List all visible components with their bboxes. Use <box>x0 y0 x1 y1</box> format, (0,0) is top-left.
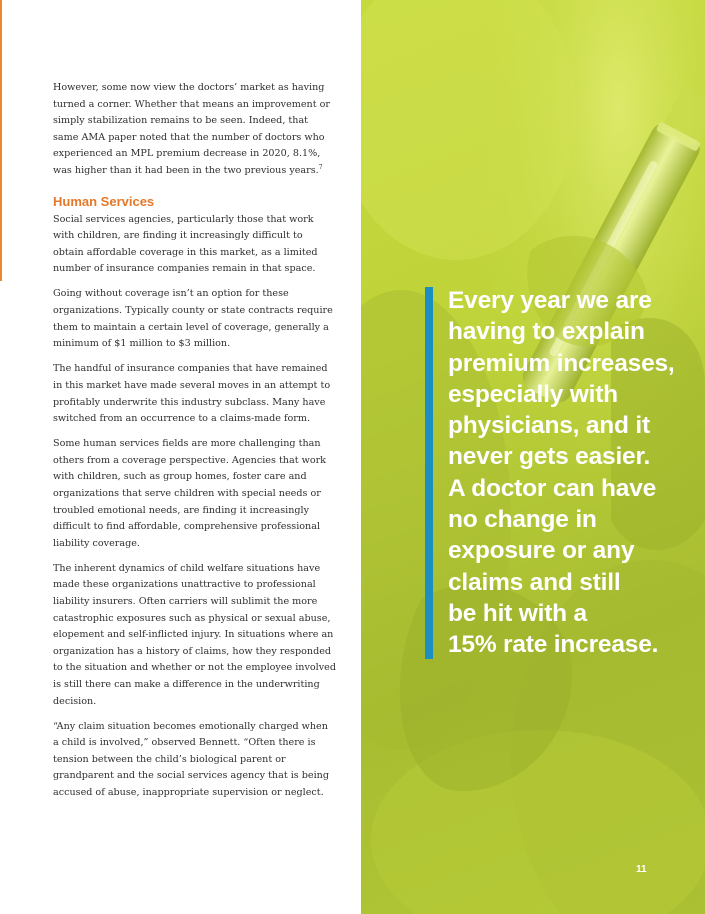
intro-paragraph-text: However, some now view the doctors’ market as having turned a corner. Whether that means an improvement or simply stabilization remains to be seen. Indeed, that same AMA paper noted that the number of doctors who experienced an MPL premium decrease in 2020, 8.1%, was higher than it had been in the two previous years. <box>53 82 330 176</box>
body-paragraph: The inherent dynamics of child welfare situations have made these organizations unattractive to professional liability insurers. Often carriers will sublimit the more catastrophic exposures such as physical or sexual abuse, elopement and self-inflicted injury. In situations where an organization has a history of claims, how they responded to the situation and whether or not the employee involved is still there can make a difference in the underwriting decision. <box>53 562 336 707</box>
body-paragraph: “Any claim situation becomes emotionally charged when a child is involved,” observed Bennett. “Often there is tension between the child’s biological parent or grandparent and the social services agency that is being accused of abuse, inappropriate supervision or neglect. <box>53 720 329 799</box>
pull-quote-line: having to explain <box>448 318 645 346</box>
pull-quote-line: claims and still <box>448 568 621 596</box>
body-paragraph: Social services agencies, particularly those that work with children, are finding it increasingly difficult to obtain affordable coverage in this market, as a limited number of insurance companies remain in that space. <box>53 213 318 275</box>
pull-quote-line: A doctor can have <box>448 474 657 502</box>
pull-quote-line: never gets easier. <box>448 443 651 471</box>
pull-quote-line: 15% rate increase. <box>448 631 659 659</box>
body-paragraph: Going without coverage isn’t an option for these organizations. Typically county or state contracts require them to maintain a certain level of coverage, generally a minimum of $1 million to $3 million. <box>53 288 333 350</box>
edge-accent-bar <box>0 0 2 281</box>
page-number: 11 <box>636 864 647 875</box>
pull-quote-line: physicians, and it <box>448 412 650 440</box>
photo-panel <box>361 0 705 914</box>
footnote-marker: 7 <box>318 163 323 171</box>
intro-paragraph <box>53 80 336 180</box>
body-paragraph: The handful of insurance companies that have remained in this market have made several moves in an attempt to profitably underwrite this industry subclass. Many have switched from an occurrence to a claims-made form. <box>53 363 331 425</box>
pull-quote-line: especially with <box>448 380 618 408</box>
section-heading: Human Services <box>53 193 155 209</box>
body-paragraph: Some human services fields are more challenging than others from a coverage perspective. Agencies that work with children, such as group homes, foster care and organizations that serve children with special needs or troubled emotional needs, are finding it increasingly difficult to find affordable, comprehensive professional liability coverage. <box>53 438 327 549</box>
pull-quote-line: be hit with a <box>448 599 587 627</box>
pull-quote-line: premium increases, <box>448 349 675 377</box>
pull-quote-line: Every year we are <box>448 287 652 314</box>
article-body <box>53 80 336 810</box>
pull-quote-line: no change in <box>448 506 597 534</box>
pull-quote <box>448 285 688 661</box>
pull-quote-line: exposure or any <box>448 537 635 565</box>
quote-accent-bar <box>425 287 433 659</box>
